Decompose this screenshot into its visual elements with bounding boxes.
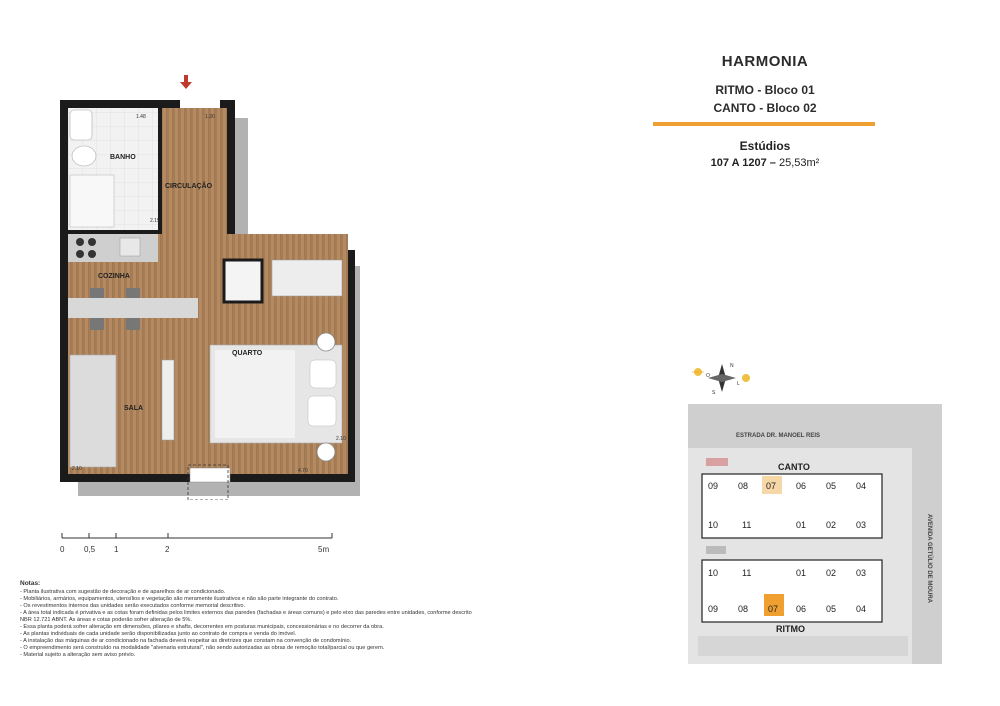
unit-label: 06 <box>796 481 807 491</box>
dimension-label: 2.10 <box>72 466 82 472</box>
kitchen-island <box>68 298 198 318</box>
room-label-quarto: QUARTO <box>232 350 263 357</box>
parking-area <box>698 636 908 656</box>
scale-label: 5m <box>318 545 330 554</box>
dimension-label: 2.15 <box>150 218 160 224</box>
units-range: 107 A 1207 <box>710 157 767 169</box>
unit-label: 11 <box>742 568 752 578</box>
scale-bar <box>60 530 340 544</box>
circulation-floor <box>162 108 227 238</box>
street-label-right: AVENIDA GETÚLIO DE MOURA <box>926 514 932 604</box>
down-arrow-icon <box>180 75 192 89</box>
notes-section <box>20 580 475 659</box>
block-ritmo-label: RITMO - Bloco 01 <box>715 83 815 97</box>
unit-label: 02 <box>826 568 837 578</box>
site-map <box>688 404 942 664</box>
block-canto-label: CANTO - Bloco 02 <box>713 101 817 115</box>
units-area-line <box>655 157 875 169</box>
unit-label: 01 <box>796 568 807 578</box>
scale-label: 0 <box>60 545 65 554</box>
unit-label: 07 <box>766 481 777 491</box>
sun-icon <box>742 374 750 382</box>
note-item: - A área total indicada é privativa e as cotas foram definidas pelos limites externos das paredes (fachadas e áreas comuns) e pelo eixo das paredes entre unidades, conforme descrito NBR 12.721 ABNT. As áreas e cotas poderão sofrer alteração de 5%. <box>20 610 472 623</box>
unit-label: 04 <box>856 481 867 491</box>
unit-label: 05 <box>826 604 837 614</box>
note-item: - Material sujeito a alteração sem aviso prévio. <box>20 652 136 658</box>
unit-label: 03 <box>856 520 867 530</box>
compass-n: N <box>730 363 734 369</box>
sofa <box>70 355 116 467</box>
scale-label: 1 <box>114 545 119 554</box>
unit-label: 06 <box>796 604 807 614</box>
scale-label: 0,5 <box>84 545 96 554</box>
typology-label: Estúdios <box>739 139 791 153</box>
unit-label: 10 <box>708 568 719 578</box>
block-ritmo <box>702 560 882 622</box>
unit-label: 04 <box>856 604 867 614</box>
unit-label: 09 <box>708 481 719 491</box>
street-label-top: ESTRADA DR. MANOEL REIS <box>736 433 821 439</box>
block-canto-name: CANTO <box>778 462 810 472</box>
room-label-banho: BANHO <box>110 154 136 161</box>
floor-plan <box>40 70 360 500</box>
dimension-label: 1.30 <box>205 114 215 120</box>
room-label-sala: SALA <box>124 405 144 412</box>
site-map-drawing <box>688 404 942 664</box>
unit-label: 08 <box>738 481 749 491</box>
block-canto <box>702 474 882 538</box>
scale-label: 2 <box>165 545 170 554</box>
unit-label: 11 <box>742 520 752 530</box>
compass-o: O <box>706 373 710 379</box>
note-item: - A instalação das máquinas de ar condicionado na fachada deverá respeitar as diretrizes que constam na convenção de condomínio. <box>20 638 352 644</box>
compass-rose <box>688 358 758 398</box>
room-label-cozinha: COZINHA <box>98 273 130 280</box>
unit-label: 10 <box>708 520 719 530</box>
unit-label: 07 <box>768 604 779 614</box>
brand-title: HARMONIA <box>721 53 809 70</box>
note-item: - Planta ilustrativa com sugestão de decoração e de aparelhos de ar condicionado. <box>20 589 226 595</box>
unit-label: 05 <box>826 481 837 491</box>
unit-area: 25,53m² <box>778 157 820 169</box>
note-item: - As plantas individuais de cada unidade serão disponibilizadas junto ao contrato de compra e venda do imóvel. <box>20 631 297 637</box>
note-item: - Essa planta poderá sofrer alteração em dimensões, pilares e shafts, decorrentes em posturas municipais, concessionárias e no decorrer da obra. <box>20 624 384 630</box>
compass-s: S <box>712 390 716 396</box>
unit-label: 02 <box>826 520 837 530</box>
dimension-label: 1.48 <box>136 114 146 120</box>
unit-label: 01 <box>796 520 807 530</box>
accent-divider <box>653 122 875 126</box>
unit-label: 09 <box>708 604 719 614</box>
unit-label: 03 <box>856 568 867 578</box>
room-label-circulacao: CIRCULAÇÃO <box>165 183 213 190</box>
dimension-label: 2.10 <box>336 436 346 442</box>
note-item: - O empreendimento será construído na modalidade "alvenaria estrutural", não sendo autorizadas as obras de remoção total/parcial ou que gerem. <box>20 645 385 651</box>
note-item: - Os revestimentos internos das unidades serão executados conforme memorial descritivo. <box>20 603 246 609</box>
unit-label: 08 <box>738 604 749 614</box>
notes-title: Notas: <box>20 580 41 587</box>
compass-l: L <box>737 381 740 387</box>
units-dash: – <box>769 157 776 169</box>
block-ritmo-name: RITMO <box>776 624 805 634</box>
dimension-label: 4.70 <box>298 468 308 474</box>
note-item: - Mobiliários, armários, equipamentos, utensílios e vegetação são meramente ilustrativos e não são parte integrante do contrato. <box>20 596 339 602</box>
